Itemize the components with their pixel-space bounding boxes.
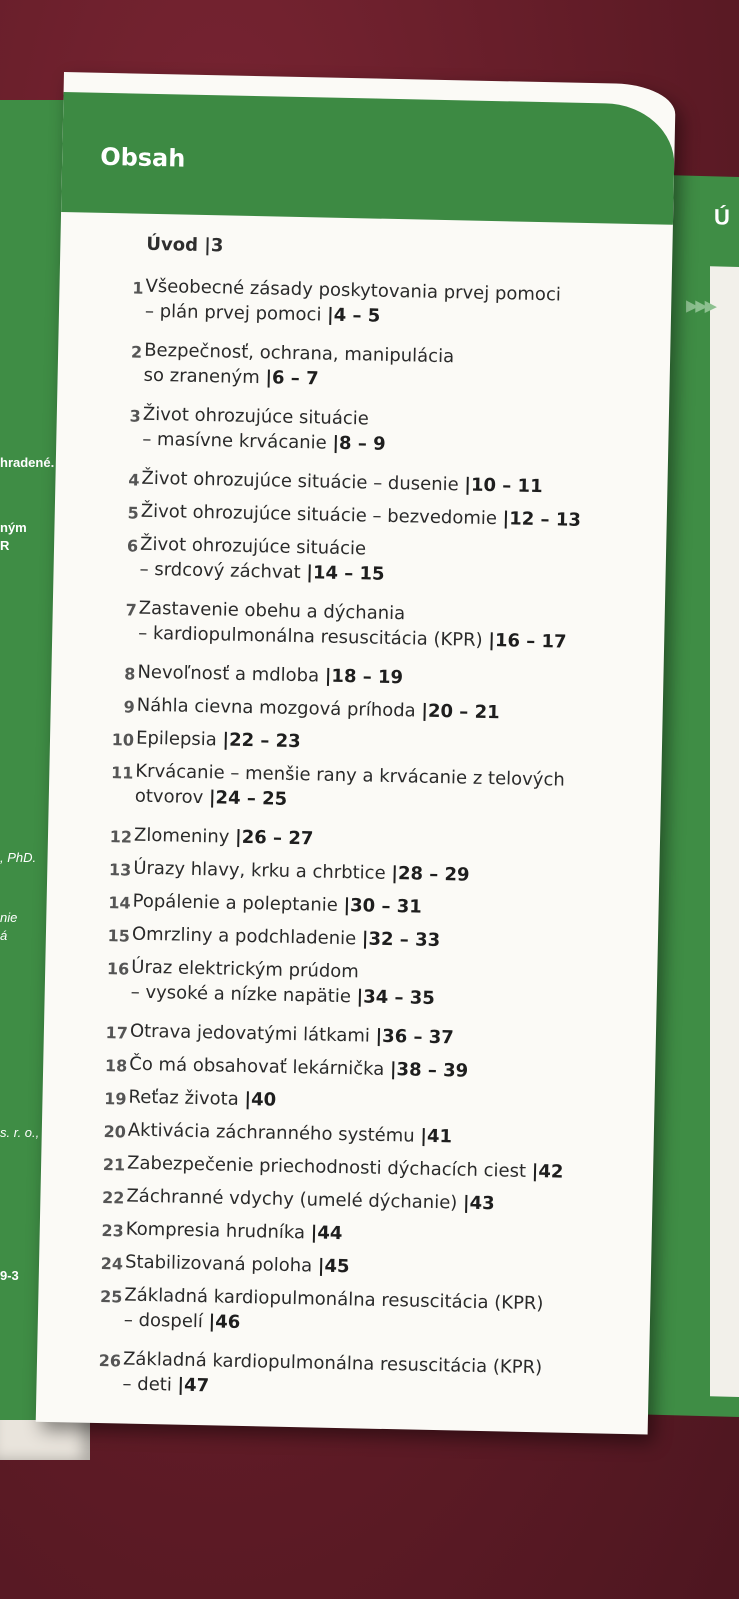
left-fragment-text: nie (0, 910, 18, 925)
toc-entry-text (130, 1019, 640, 1055)
toc-entry-text (122, 1347, 633, 1408)
toc-entry-pages: |36 – 37 (375, 1025, 455, 1049)
toc-entry-line: Všeobecné zásady poskytovania prvej pomoci (145, 275, 562, 306)
toc-entry-pages: |44 (310, 1222, 343, 1245)
toc-entry-pages: |16 – 17 (488, 630, 567, 653)
left-fragment-text: á (0, 928, 8, 943)
table-of-contents (61, 232, 673, 1397)
toc-entry-line: Bezpečnosť, ochrana, manipulácia (143, 339, 455, 368)
toc-entry-line: Život ohrozujúce situácie (139, 533, 367, 560)
toc-entry-pages: |12 – 13 (502, 508, 582, 531)
toc-entry-text (138, 596, 649, 657)
toc-entry-pages: |20 – 21 (421, 700, 500, 724)
toc-entry-line (136, 693, 646, 729)
toc-entry-title: Záchranné vdychy (umelé dýchanie) (126, 1185, 464, 1214)
toc-entry-number: 19 (104, 1089, 127, 1109)
toc-entry-title: – dospelí (123, 1309, 209, 1333)
toc-entry-title: Náhla cievna mozgová príhoda (136, 694, 422, 722)
toc-entry-line: Krvácanie – menšie rany a krvácanie z telových (135, 760, 565, 791)
toc-entry-line (137, 660, 647, 696)
toc-entry-title: Úrazy hlavy, krku a chrbtice (133, 857, 392, 885)
toc-entry-pages: |10 – 11 (464, 474, 543, 498)
toc-entry-text (133, 856, 643, 892)
toc-entry-pages: |22 – 23 (222, 729, 301, 753)
toc-entry-title: Zlomeniny (133, 824, 236, 848)
toc-entry-pages: |42 (531, 1161, 564, 1183)
toc-entry-title: Čo má obsahovať lekárnička (129, 1053, 391, 1081)
toc-entry-title: Stabilizovaná poloha (124, 1251, 319, 1277)
toc-entry-text (126, 1184, 636, 1220)
toc-entry-text (128, 1118, 638, 1154)
toc-entry-number: 13 (108, 860, 132, 880)
toc-entry-title: Aktivácia záchranného systému (127, 1119, 421, 1147)
toc-entry-pages: |14 – 15 (306, 562, 385, 585)
toc-entry-line (132, 889, 642, 925)
toc-entry-number: 11 (110, 763, 134, 783)
toc-entry-title: Epilepsia (135, 727, 223, 751)
toc-entry-number: 14 (108, 893, 131, 913)
toc-entry-line (132, 922, 642, 958)
toc-entry-number: 5 (127, 503, 139, 523)
toc-entry-title: so zraneným (143, 364, 266, 389)
toc-entry-line (125, 1250, 635, 1286)
left-fragment-text: s. r. o., (0, 1125, 40, 1140)
toc-entry (60, 272, 660, 327)
toc-entry-number: 18 (104, 1056, 128, 1076)
toc-entry (48, 821, 648, 850)
toc-entry-title: Omrzliny a podchladenie (131, 923, 363, 950)
toc-entry-text (136, 726, 646, 762)
toc-entry-pages: |47 (177, 1374, 210, 1397)
toc-entry-number: 8 (124, 664, 136, 684)
toc-entry (52, 658, 652, 689)
toc-entry-number: 12 (109, 827, 133, 847)
toc-entry-title: Popálenie a poleptanie (132, 890, 344, 917)
toc-entry-title: – deti (122, 1373, 178, 1396)
toc-entry-line (136, 726, 646, 762)
toc-entry (56, 464, 656, 498)
toc-entry-title: – kardiopulmonálna resuscitácia (KPR) (138, 622, 489, 652)
toc-entry-number: 7 (125, 600, 137, 620)
contents-page (36, 72, 676, 1435)
toc-entry-title: Reťaz života (128, 1086, 245, 1111)
toc-entry-line (129, 1052, 639, 1088)
toc-entry-title: Otrava jedovatými látkami (129, 1020, 376, 1047)
toc-entry-line (127, 1151, 637, 1187)
toc-entry-text (139, 532, 650, 593)
toc-entry-number: 25 (99, 1287, 123, 1307)
toc-entry (44, 1017, 644, 1049)
page-title: Obsah (99, 142, 186, 173)
toc-entry-line (141, 466, 651, 502)
toc-entry-title: – srdcový záchvat (139, 558, 307, 584)
toc-entry-pages: |38 – 39 (389, 1059, 469, 1082)
toc-entry-text (137, 660, 647, 696)
toc-entry-title: Život ohrozujúce situácie – dusenie (141, 467, 465, 496)
toc-entry-pages: |8 – 9 (332, 432, 386, 455)
toc-entry-line (130, 1019, 640, 1055)
toc-entry-text (141, 499, 651, 535)
toc-entry (53, 594, 653, 653)
left-fragment-text: ným (0, 520, 27, 535)
toc-entry-text (141, 466, 651, 502)
toc-entry-text (125, 1250, 635, 1286)
toc-entry-number: 17 (105, 1023, 129, 1043)
toc-entry-number: 23 (101, 1221, 124, 1241)
toc-entry-text (136, 693, 646, 729)
toc-entry-title: – plán prvej pomoci (144, 300, 328, 326)
toc-entry-pages: |43 (462, 1192, 495, 1215)
toc-entry-pages: |46 (208, 1311, 241, 1333)
toc-entry-pages: |24 – 25 (208, 787, 288, 810)
toc-entry (58, 336, 658, 390)
toc-entry-line (128, 1118, 638, 1154)
toc-entry-text (129, 1052, 639, 1088)
toc-entry-number: 2 (130, 342, 143, 362)
left-fragment-text: 9-3 (0, 1268, 19, 1283)
toc-entry-title: Nevoľnosť a mdloba (137, 661, 326, 687)
toc-entry-text (145, 274, 656, 335)
toc-entry-pages: |32 – 33 (361, 928, 441, 952)
toc-entry-line: Základná kardiopulmonálna resuscitácia (KPR) (124, 1284, 544, 1315)
toc-entry-text (132, 922, 642, 958)
toc-entry-title: Kompresia hrudníka (125, 1218, 311, 1244)
toc-entry-pages: |45 (317, 1255, 350, 1278)
toc-entry-text (130, 955, 641, 1016)
toc-entry-pages: |28 – 29 (391, 863, 470, 886)
toc-entry-line: Zastavenie obehu a dýchania (138, 597, 406, 625)
toc-entry-pages: |4 – 5 (326, 304, 381, 327)
toc-entry-text (128, 1085, 638, 1121)
toc-entry-number: 21 (102, 1155, 126, 1175)
toc-entry (57, 400, 657, 455)
toc-entry-text (142, 402, 653, 463)
toc-entry-line (133, 856, 643, 892)
toc-entry-line (141, 499, 651, 535)
left-fragment-text: , PhD. (0, 850, 37, 865)
toc-entry-text (132, 889, 642, 925)
toc-entry-line (126, 1184, 636, 1220)
toc-entry-line: Úraz elektrickým prúdom (131, 956, 360, 983)
toc-entry-text (143, 338, 654, 399)
toc-entry-text (126, 1217, 636, 1253)
toc-entry-pages: |18 – 19 (324, 665, 404, 689)
toc-entry-line: Základná kardiopulmonálna resuscitácia (KPR) (122, 1348, 543, 1379)
right-page-white-column (710, 266, 739, 1397)
toc-entry-text (134, 823, 644, 859)
toc-entry-title: Život ohrozujúce situácie – bezvedomie (140, 500, 503, 530)
toc-entry-number: 26 (98, 1351, 122, 1371)
toc-entry-line (134, 823, 644, 859)
toc-intro: Úvod |3 (146, 233, 224, 257)
right-page-heading-letter: Ú (714, 204, 730, 230)
toc-entry-number: 9 (123, 697, 135, 717)
toc-entry-pages: |34 – 35 (356, 986, 436, 1009)
right-page-arrows-icon: ▶▶▶ (686, 297, 714, 316)
toc-entry-number: 16 (106, 959, 130, 979)
toc-entry-pages: |41 (420, 1125, 453, 1148)
left-fragment-text: R (0, 538, 10, 553)
toc-entry-number: 6 (126, 536, 139, 556)
toc-entry-number: 15 (107, 926, 131, 946)
toc-entry-number: 4 (128, 470, 140, 490)
toc-entry-pages: |30 – 31 (343, 895, 422, 918)
toc-entry-title: Zabezpečenie priechodnosti dýchacích ciest (126, 1152, 532, 1183)
toc-entry-title: – masívne krvácanie (142, 428, 333, 454)
toc-entry-text (127, 1151, 637, 1187)
toc-entry-pages: |40 (244, 1089, 277, 1111)
toc-entry-number: 1 (132, 278, 144, 298)
toc-entry-line: Život ohrozujúce situácie (142, 403, 370, 430)
toc-entry-text (124, 1283, 635, 1344)
toc-entry-pages: |26 – 27 (234, 826, 314, 850)
toc-entry-line (128, 1085, 638, 1121)
toc-entry-text (135, 759, 646, 820)
toc-entry-number: 20 (103, 1122, 127, 1142)
toc-entry-number: 10 (111, 730, 135, 750)
toc-entry-line (126, 1217, 636, 1253)
toc-entry (37, 1345, 637, 1397)
toc-entry-number: 24 (100, 1254, 124, 1274)
toc-entry-title: – vysoké a nízke napätie (130, 981, 357, 1008)
toc-entry-number: 22 (101, 1188, 125, 1208)
toc-entry-title: otvorov (134, 785, 210, 809)
toc-entry-number: 3 (129, 406, 142, 426)
toc-entry-pages: |6 – 7 (265, 367, 319, 390)
left-fragment-text: hradené. (0, 455, 55, 470)
